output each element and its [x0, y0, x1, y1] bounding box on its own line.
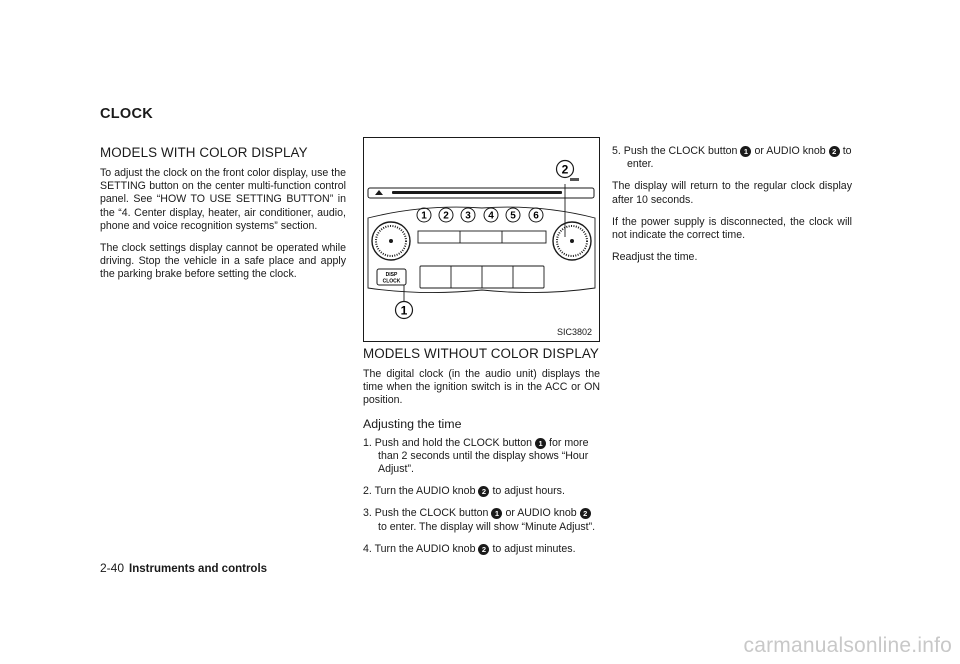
paragraph: If the power supply is disconnected, the clock will not indicate the correct time. — [612, 215, 852, 242]
callout-2: 2 — [561, 162, 569, 177]
paragraph: Readjust the time. — [612, 251, 698, 264]
callout-badge-2: 2 — [478, 486, 489, 497]
cd-slot — [392, 191, 562, 194]
preset-number: 3 — [465, 210, 471, 222]
heading-color-display: MODELS WITH COLOR DISPLAY — [100, 145, 308, 160]
callout-badge-2: 2 — [829, 146, 840, 157]
callout-badge-2: 2 — [478, 544, 489, 555]
preset-number: 2 — [443, 210, 449, 222]
figure-id: SIC3802 — [556, 327, 592, 337]
page-footer — [100, 561, 267, 575]
heading-no-color-display: MODELS WITHOUT COLOR DISPLAY — [363, 346, 599, 361]
audio-knob-dot — [570, 239, 574, 243]
paragraph: The display will return to the regular clock display after 10 seconds. — [612, 180, 852, 206]
audio-unit-figure — [363, 137, 600, 342]
watermark: carmanualsonline.info — [743, 634, 952, 657]
subheading-adjusting-time: Adjusting the time — [363, 416, 462, 431]
callout-badge-1: 1 — [740, 146, 751, 157]
callout-badge-1: 1 — [491, 508, 502, 519]
small-indicator — [570, 178, 579, 181]
chapter-title: Instruments and controls — [129, 563, 268, 575]
clock-label: CLOCK — [382, 278, 401, 285]
column-right — [612, 145, 852, 273]
step-4: 4. Turn the AUDIO knob 2 to adjust minutes. — [363, 542, 576, 555]
function-buttons — [420, 266, 544, 288]
paragraph: To adjust the clock on the front color display, use the SETTING button on the center multi-function control panel. See “HOW TO USE SETTING BUTTON” in the “4. Center display, heater, air conditioner, audio, phone and voice recognition systems” section. — [100, 167, 346, 232]
audio-unit-illustration — [364, 138, 599, 341]
preset-number-row — [417, 208, 543, 222]
column-left — [100, 145, 346, 291]
step-5: 5. Push the CLOCK button 1 or AUDIO knob 2 to enter. — [612, 145, 852, 171]
callout-1: 1 — [400, 303, 408, 318]
section-title: CLOCK — [100, 106, 154, 122]
volume-knob-dot — [389, 239, 393, 243]
preset-number: 4 — [488, 210, 494, 222]
column-middle — [363, 346, 600, 565]
eject-icon — [375, 190, 383, 195]
callout-badge-2: 2 — [580, 508, 591, 519]
disp-label: DISP — [385, 272, 398, 278]
page-number: 2-40 — [100, 561, 125, 575]
preset-number: 6 — [533, 210, 539, 222]
preset-buttons — [418, 231, 546, 243]
step-3: 3. Push the CLOCK button 1 or AUDIO knob 2to enter. The display will show “Minute Adjust”. — [363, 507, 596, 533]
step-2: 2. Turn the AUDIO knob 2 to adjust hours. — [363, 485, 565, 498]
preset-number: 5 — [510, 210, 516, 222]
paragraph: The digital clock (in the audio unit) displays the time when the ignition switch is in the ACC or ON position. — [363, 368, 600, 407]
preset-number: 1 — [421, 210, 427, 222]
paragraph: The clock settings display cannot be operated while driving. Stop the vehicle in a safe place and apply the parking brake before setting the clock. — [100, 242, 346, 281]
callout-badge-1: 1 — [535, 438, 546, 449]
step-1: 1. Push and hold the CLOCK button 1 for more than 2 seconds until the display shows “Hour Adjust”. — [363, 436, 589, 476]
